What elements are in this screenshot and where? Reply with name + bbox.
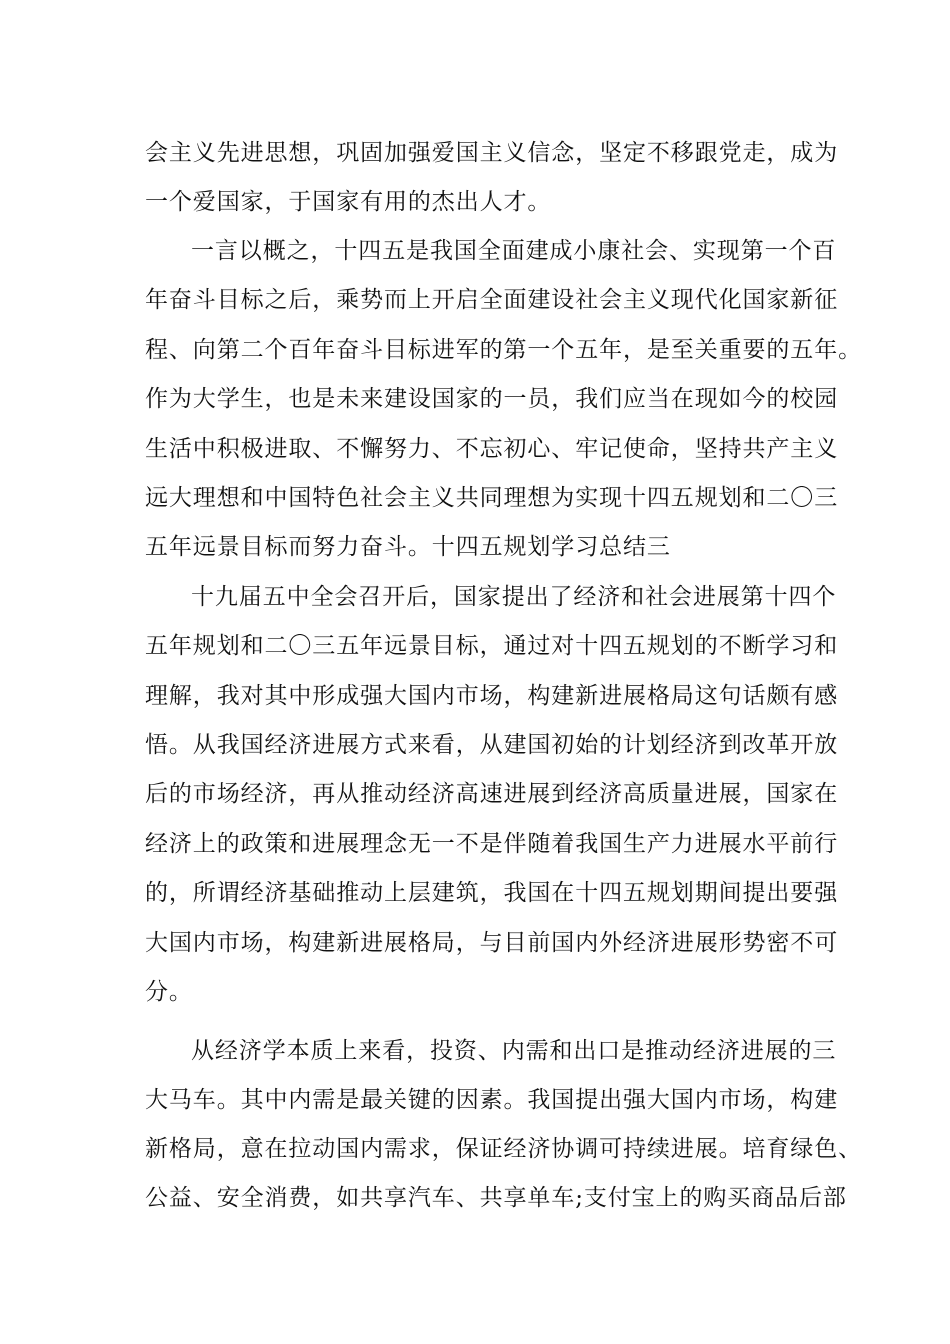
text-line: 五年规划和二〇三五年远景目标，通过对十四五规划的不断学习和 (145, 633, 839, 659)
text-line: 程、向第二个百年奋斗目标进军的第一个五年，是至关重要的五年。 (145, 337, 862, 363)
paragraph-start-line: 一言以概之，十四五是我国全面建成小康社会、实现第一个百 (191, 238, 837, 264)
text-line: 理解，我对其中形成强大国内市场，构建新进展格局这句话颇有感 (145, 683, 839, 709)
text-line: 五年远景目标而努力奋斗。十四五规划学习总结三 (145, 534, 671, 560)
text-line: 新格局，意在拉动国内需求，保证经济协调可持续进展。培育绿色、 (145, 1136, 862, 1162)
text-line: 一个爱国家，于国家有用的杰出人才。 (145, 189, 552, 215)
text-line: 悟。从我国经济进展方式来看，从建国初始的计划经济到改革开放 (145, 732, 839, 758)
text-line: 年奋斗目标之后，乘势而上开启全面建设社会主义现代化国家新征 (145, 287, 839, 313)
paragraph-start-line: 从经济学本质上来看，投资、内需和出口是推动经济进展的三 (191, 1038, 837, 1064)
paragraph-start-line: 十九届五中全会召开后，国家提出了经济和社会进展第十四个 (191, 584, 837, 610)
text-line: 生活中积极进取、不懈努力、不忘初心、牢记使命，坚持共产主义 (145, 436, 839, 462)
text-line: 的，所谓经济基础推动上层建筑，我国在十四五规划期间提出要强 (145, 880, 839, 906)
text-line: 分。 (145, 979, 193, 1005)
text-line: 远大理想和中国特色社会主义共同理想为实现十四五规划和二〇三 (145, 485, 839, 511)
text-line: 经济上的政策和进展理念无一不是伴随着我国生产力进展水平前行 (145, 831, 839, 857)
text-line: 公益、安全消费，如共享汽车、共享单车;支付宝上的购买商品后部 (145, 1185, 847, 1211)
text-line: 大马车。其中内需是最关键的因素。我国提出强大国内市场，构建 (145, 1087, 839, 1113)
text-line: 大国内市场，构建新进展格局，与目前国内外经济进展形势密不可 (145, 930, 839, 956)
text-line: 后的市场经济，再从推动经济高速进展到经济高质量进展，国家在 (145, 781, 839, 807)
text-line: 作为大学生，也是未来建设国家的一员，我们应当在现如今的校园 (145, 386, 839, 412)
text-line: 会主义先进思想，巩固加强爱国主义信念，坚定不移跟党走，成为 (145, 140, 839, 166)
